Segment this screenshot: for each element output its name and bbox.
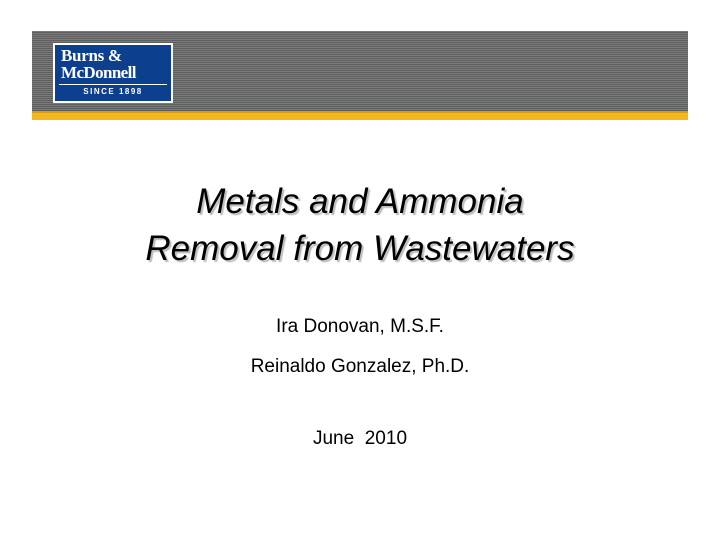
slide-title-line-1: Metals and Ammonia	[196, 182, 524, 221]
logo-divider	[59, 84, 167, 85]
logo-line-2: McDonnell	[61, 63, 136, 82]
company-logo-badge	[55, 45, 171, 101]
slide-title	[0, 178, 720, 272]
author-1: Ira Donovan, M.S.F.	[276, 316, 444, 337]
slide-title-line-2: Removal from Wastewaters	[145, 229, 575, 268]
logo-since: SINCE 1898	[83, 87, 143, 96]
company-logo	[53, 43, 173, 103]
header-gold-rule	[32, 111, 688, 120]
logo-line-1: Burns &	[61, 46, 122, 65]
presentation-date: June 2010	[312, 428, 408, 449]
author-2: Reinaldo Gonzalez, Ph.D.	[250, 356, 470, 377]
